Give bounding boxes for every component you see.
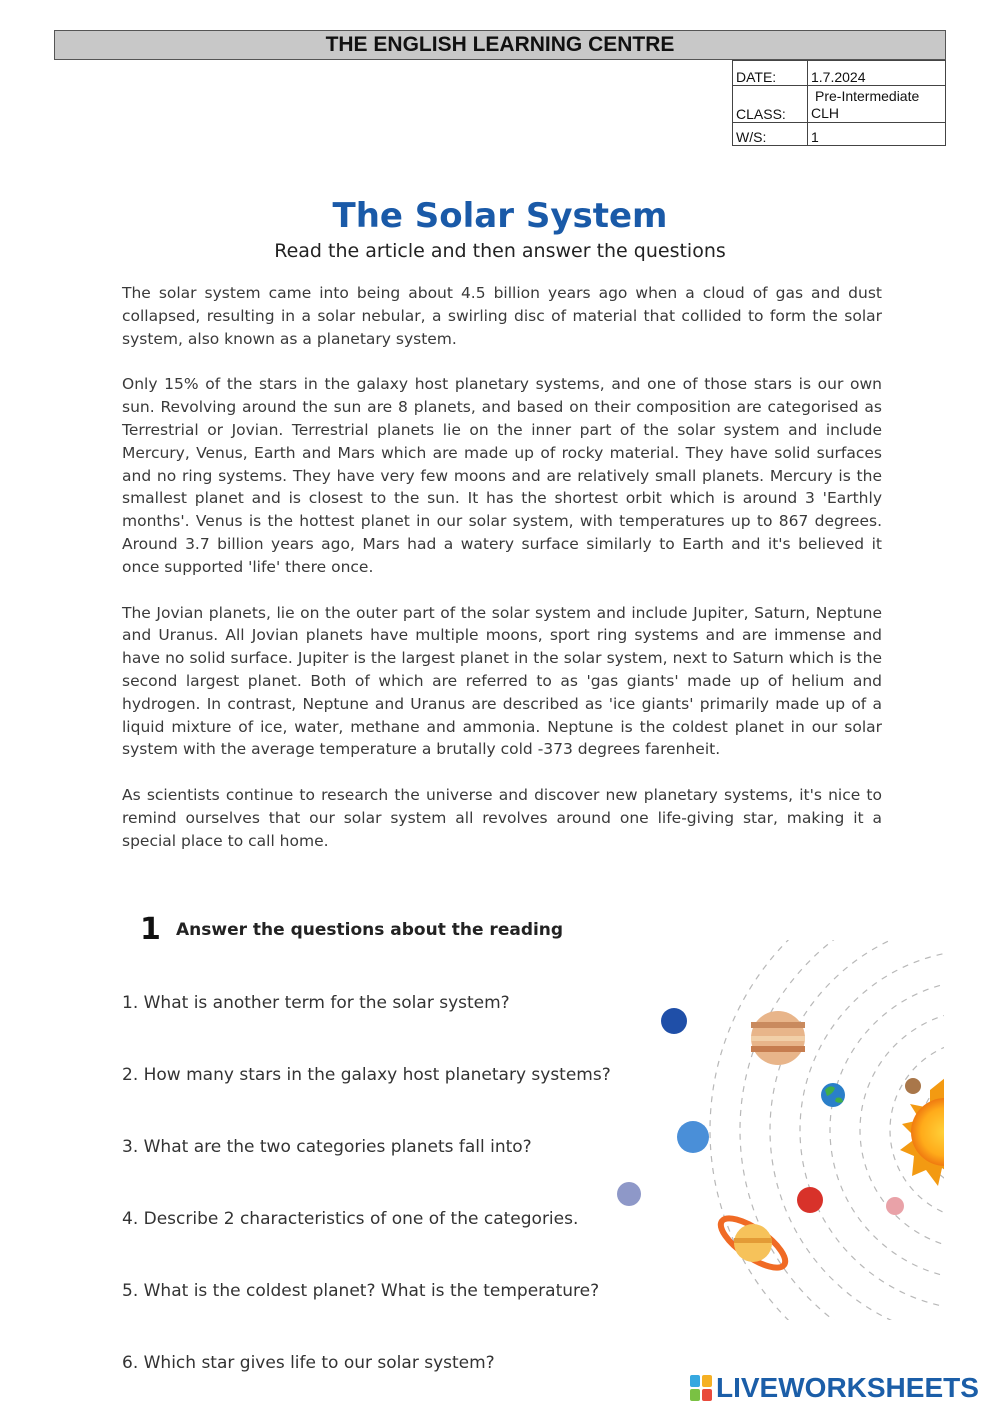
class-label: CLASS: [733,86,808,123]
question-5: 5. What is the coldest planet? What is the temperature? [122,1281,600,1301]
liveworksheets-icon [690,1375,712,1401]
uranus-icon [677,1121,709,1153]
question-3: 3. What are the two categories planets fall into? [122,1137,532,1157]
ws-label: W/S: [733,123,808,146]
header-bar [54,30,946,60]
solar-system-illustration [600,940,944,1320]
page-title: The Solar System [332,196,668,236]
venus-icon [886,1197,904,1215]
saturn-icon [714,1210,792,1277]
article [122,282,882,876]
article-paragraph: The Jovian planets, lie on the outer part of the solar system and include Jupiter, Saturn, Neptune and Uranus. All Jovian planets have multiple moons, sport ring systems and are immense and have no solid surface. Jupiter is the largest planet in the solar system, next to Saturn which is the second largest planet. Both of which are referred to as 'gas giants' made up of helium and hydrogen. In contrast, Neptune and Uranus are described as 'ice giants' primarily made up of a liquid mixture of ice, water, methane and ammonia. Neptune is the coldest planet in our solar system with the average temperature a brutally cold -373 degrees farenheit. [122,603,882,759]
date-value: 1.7.2024 [808,61,946,86]
neptune-icon [661,1008,687,1034]
section-number: 1 [140,912,161,947]
ws-value: 1 [808,123,946,146]
page-subtitle: Read the article and then answer the questions [274,240,726,262]
mars-icon [797,1187,823,1213]
question-6: 6. Which star gives life to our solar system? [122,1353,495,1373]
class-value-line2: CLH [811,105,840,121]
jupiter-icon [751,1011,805,1065]
pluto-icon [617,1182,641,1206]
section-heading [140,912,563,947]
class-value [808,86,946,123]
section-label: Answer the questions about the reading [176,919,564,940]
article-paragraph: The solar system came into being about 4.5 billion years ago when a cloud of gas and dust collapsed, resulting in a solar nebular, a swirling disc of material that collided to form the solar system, also known as a planetary system. [122,284,882,348]
earth-icon [821,1083,845,1107]
article-paragraph: As scientists continue to research the universe and discover new planetary systems, it's nice to remind ourselves that our solar system all revolves around one life-giving star, making it a special place to call home. [122,786,882,850]
class-value-line1: Pre-Intermediate [815,88,920,104]
question-4: 4. Describe 2 characteristics of one of the categories. [122,1209,579,1229]
brand-name: LIVEWORKSHEETS [716,1372,979,1403]
info-table [732,60,946,146]
article-paragraph: Only 15% of the stars in the galaxy host planetary systems, and one of those stars is our own sun. Revolving around the sun are 8 planets, and based on their composition are categorised as Terrestrial or Jovian. Terrestrial planets lie on the inner part of the solar system and include Mercury, Venus, Earth and Mars which are made up of rocky material. They have solid surfaces and no ring systems. They have very few moons and are relatively small planets. Mercury is the smallest planet and is closest to the sun. It has the shortest orbit which is around 3 'Earthly months'. Venus is the hottest planet in our solar system, with temperatures up to 867 degrees. Around 3.7 billion years ago, Mars had a watery surface similarly to Earth and it's believed it once supported 'life' there once. [122,375,882,576]
date-label: DATE: [733,61,808,86]
question-2: 2. How many stars in the galaxy host planetary systems? [122,1065,611,1085]
sun-icon [900,1078,944,1186]
question-1: 1. What is another term for the solar system? [122,993,510,1013]
mercury-icon [905,1078,921,1094]
school-name: THE ENGLISH LEARNING CENTRE [325,33,675,56]
brand-logo [690,1372,979,1404]
